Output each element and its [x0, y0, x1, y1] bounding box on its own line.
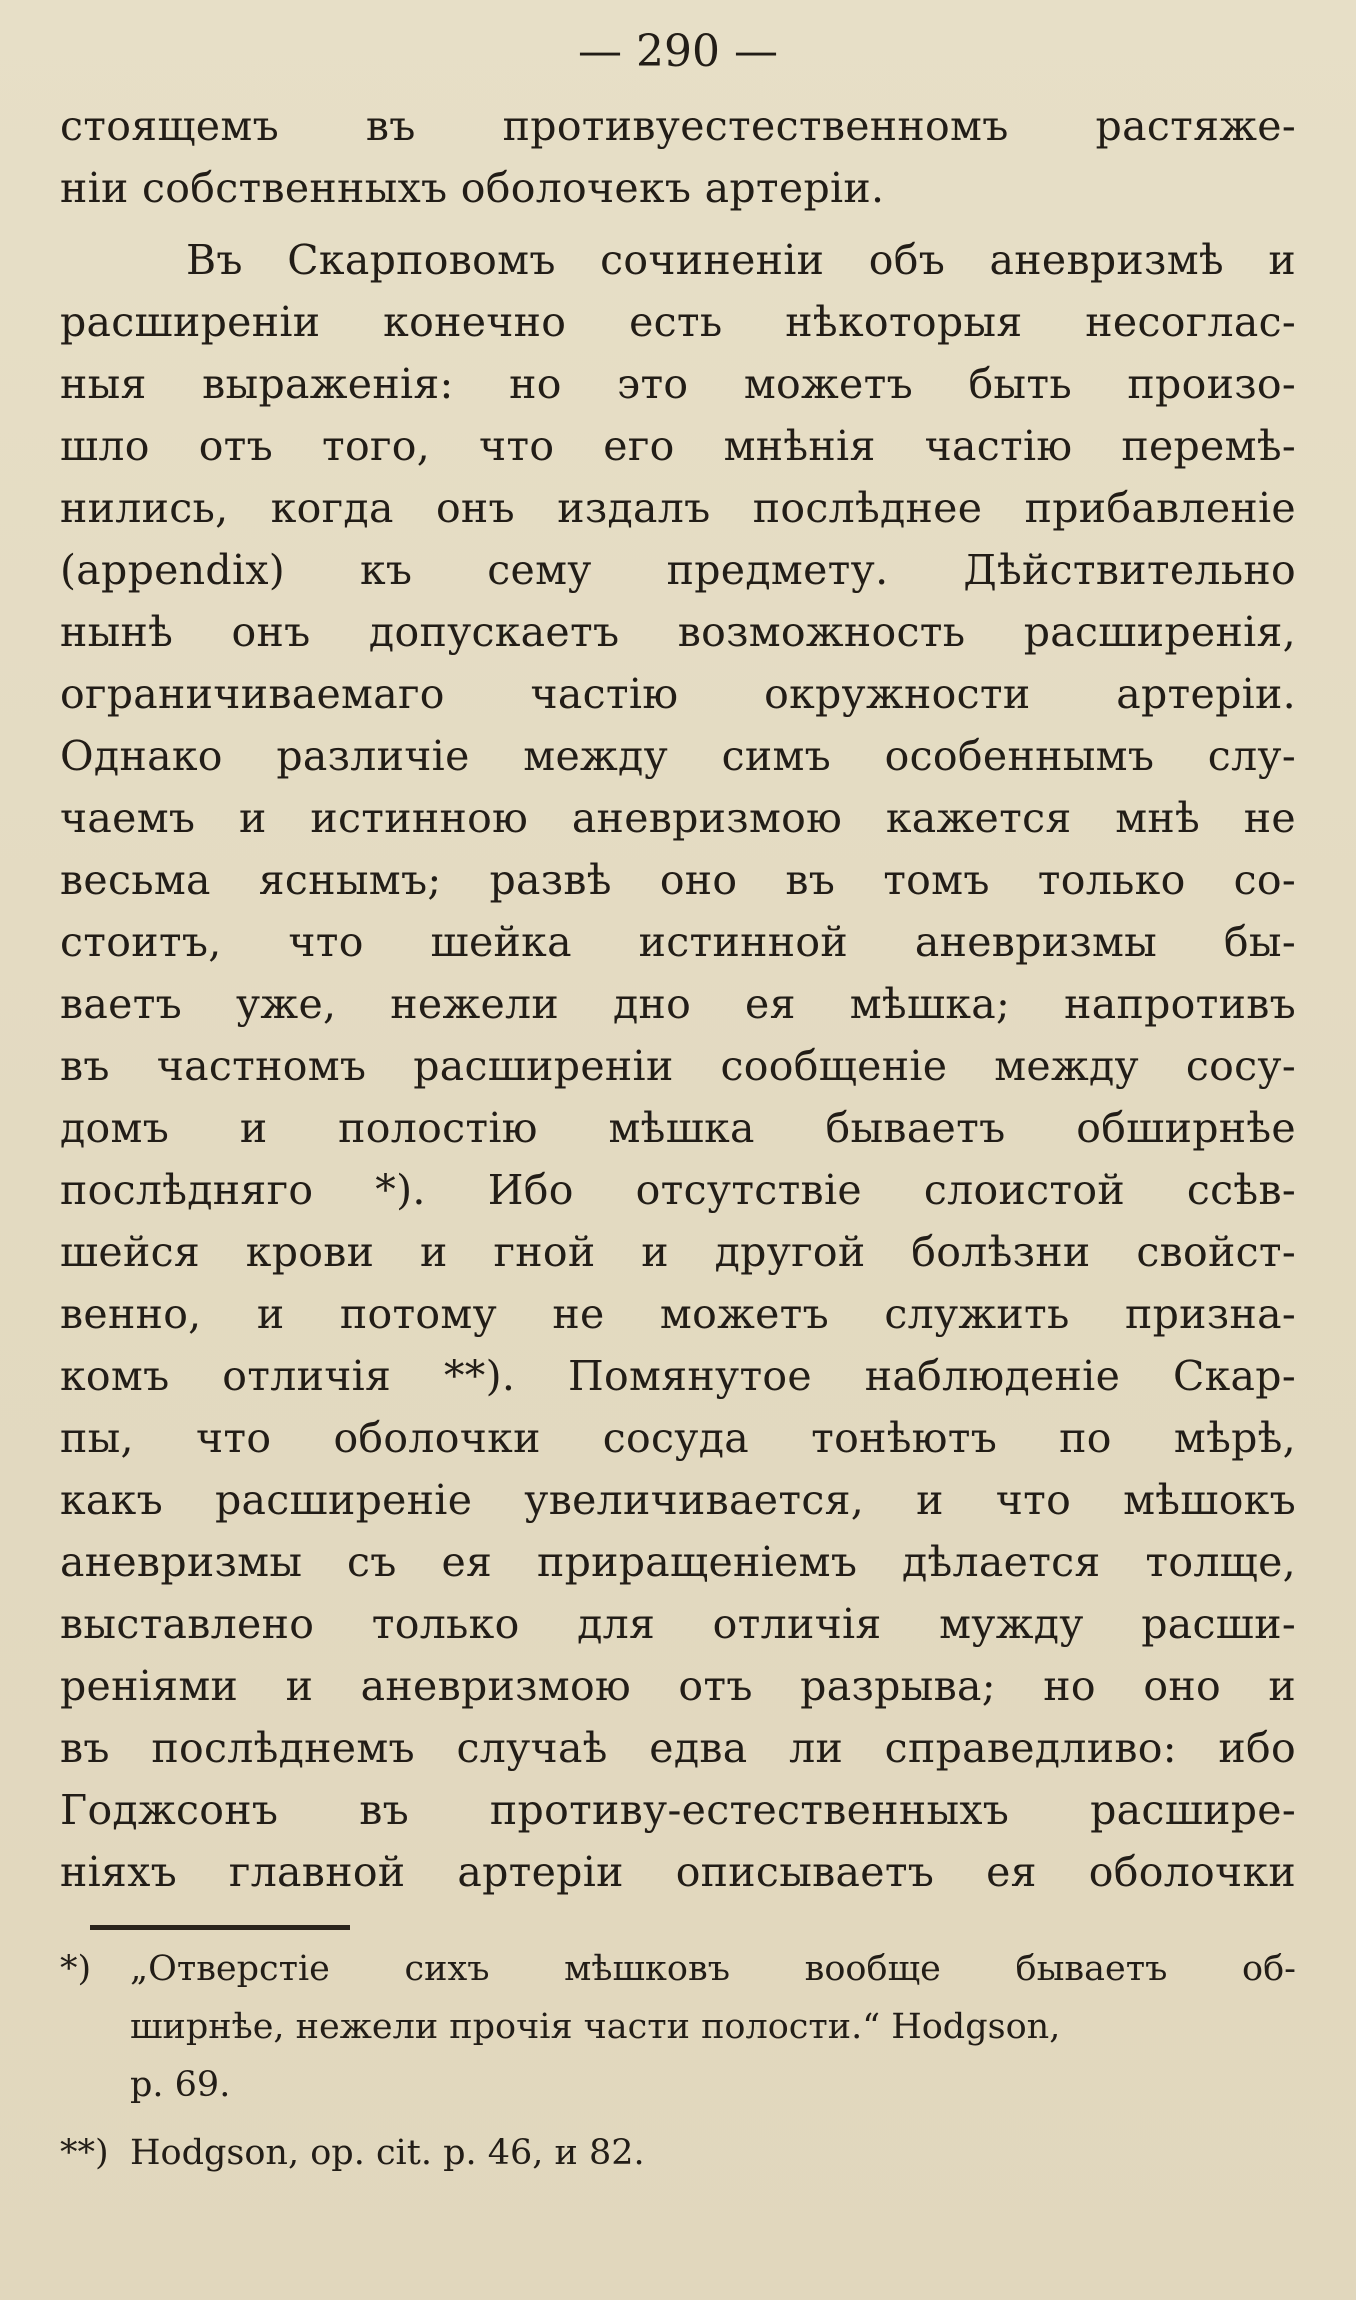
text-line: въ послѣднемъ случаѣ едва ли справедливо: ибо — [60, 1724, 1296, 1772]
main-text — [60, 95, 1296, 1903]
text-line: ніи собственныхъ оболочекъ артеріи. — [60, 164, 885, 212]
footnote-1-mark: *) — [60, 1949, 92, 1989]
text-line: (appendix) къ сему предмету. Дѣйствительно — [60, 546, 1296, 594]
text-line: домъ и полостію мѣшка бываетъ обширнѣе — [60, 1104, 1296, 1152]
page-number: — 290 — — [578, 26, 778, 77]
text-line: Однако различіе между симъ особеннымъ слу- — [60, 732, 1296, 780]
text-line: ніяхъ главной артеріи описываетъ ея оболочки — [60, 1848, 1296, 1896]
text-line: ограничиваемаго частію окружности артеріи. — [60, 670, 1296, 718]
text-line: расширеніи конечно есть нѣкоторыя несоглас- — [60, 298, 1296, 346]
footnote-1-line: ширнѣе, нежели прочія части полости.“ Hodgson, — [130, 2007, 1061, 2047]
text-line: венно, и потому не можетъ служить призна- — [60, 1290, 1296, 1338]
footnotes — [60, 1940, 1296, 2182]
text-line: комъ отличія **). Помянутое наблюденіе Скар- — [60, 1352, 1296, 1400]
text-line: ныя выраженія: но это можетъ быть произо- — [60, 360, 1296, 408]
footnote-1-line — [60, 1940, 1296, 1998]
text-line: весьма яснымъ; развѣ оно въ томъ только со- — [60, 856, 1296, 904]
footnote-2-line — [60, 2124, 1296, 2182]
text-line: ваетъ уже, нежели дно ея мѣшка; напротивъ — [60, 980, 1296, 1028]
footnote-1-text: „Отверстіе сихъ мѣшковъ вообще бываетъ об- — [130, 1949, 1296, 1989]
text-line: Годжсонъ въ противу-естественныхъ расшире- — [60, 1786, 1296, 1834]
text-line: стоитъ, что шейка истинной аневризмы бы- — [60, 918, 1296, 966]
text-line: шейся крови и гной и другой болѣзни свойст- — [60, 1228, 1296, 1276]
text-line: стоящемъ въ противуестественномъ растяже- — [60, 102, 1296, 150]
text-line: выставлено только для отличія мужду расши- — [60, 1600, 1296, 1648]
footnote-2-text: Hodgson, op. cit. p. 46, и 82. — [130, 2133, 645, 2173]
paragraph-gap — [60, 219, 1296, 229]
text-line: нились, когда онъ издалъ послѣднее прибавленіе — [60, 484, 1296, 532]
text-line: шло отъ того, что его мнѣнія частію перемѣ- — [60, 422, 1296, 470]
text-line: реніями и аневризмою отъ разрыва; но оно и — [60, 1662, 1296, 1710]
footnote-divider — [90, 1925, 350, 1930]
text-line: какъ расширеніе увеличивается, и что мѣшокъ — [60, 1476, 1296, 1524]
text-line: чаемъ и истинною аневризмою кажется мнѣ не — [60, 794, 1296, 842]
text-line: послѣдняго *). Ибо отсутствіе слоистой ссѣв- — [60, 1166, 1296, 1214]
text-line: пы, что оболочки сосуда тонѣютъ по мѣрѣ, — [60, 1414, 1296, 1462]
footnote-2-mark: **) — [60, 2133, 109, 2173]
text-line: Въ Скарповомъ сочиненіи объ аневризмѣ и — [186, 236, 1296, 284]
text-line: аневризмы съ ея приращеніемъ дѣлается толще, — [60, 1538, 1296, 1586]
footnote-1-line: p. 69. — [130, 2065, 231, 2105]
text-line: нынѣ онъ допускаетъ возможность расширенія, — [60, 608, 1296, 656]
text-line: въ частномъ расширеніи сообщеніе между сосу- — [60, 1042, 1296, 1090]
